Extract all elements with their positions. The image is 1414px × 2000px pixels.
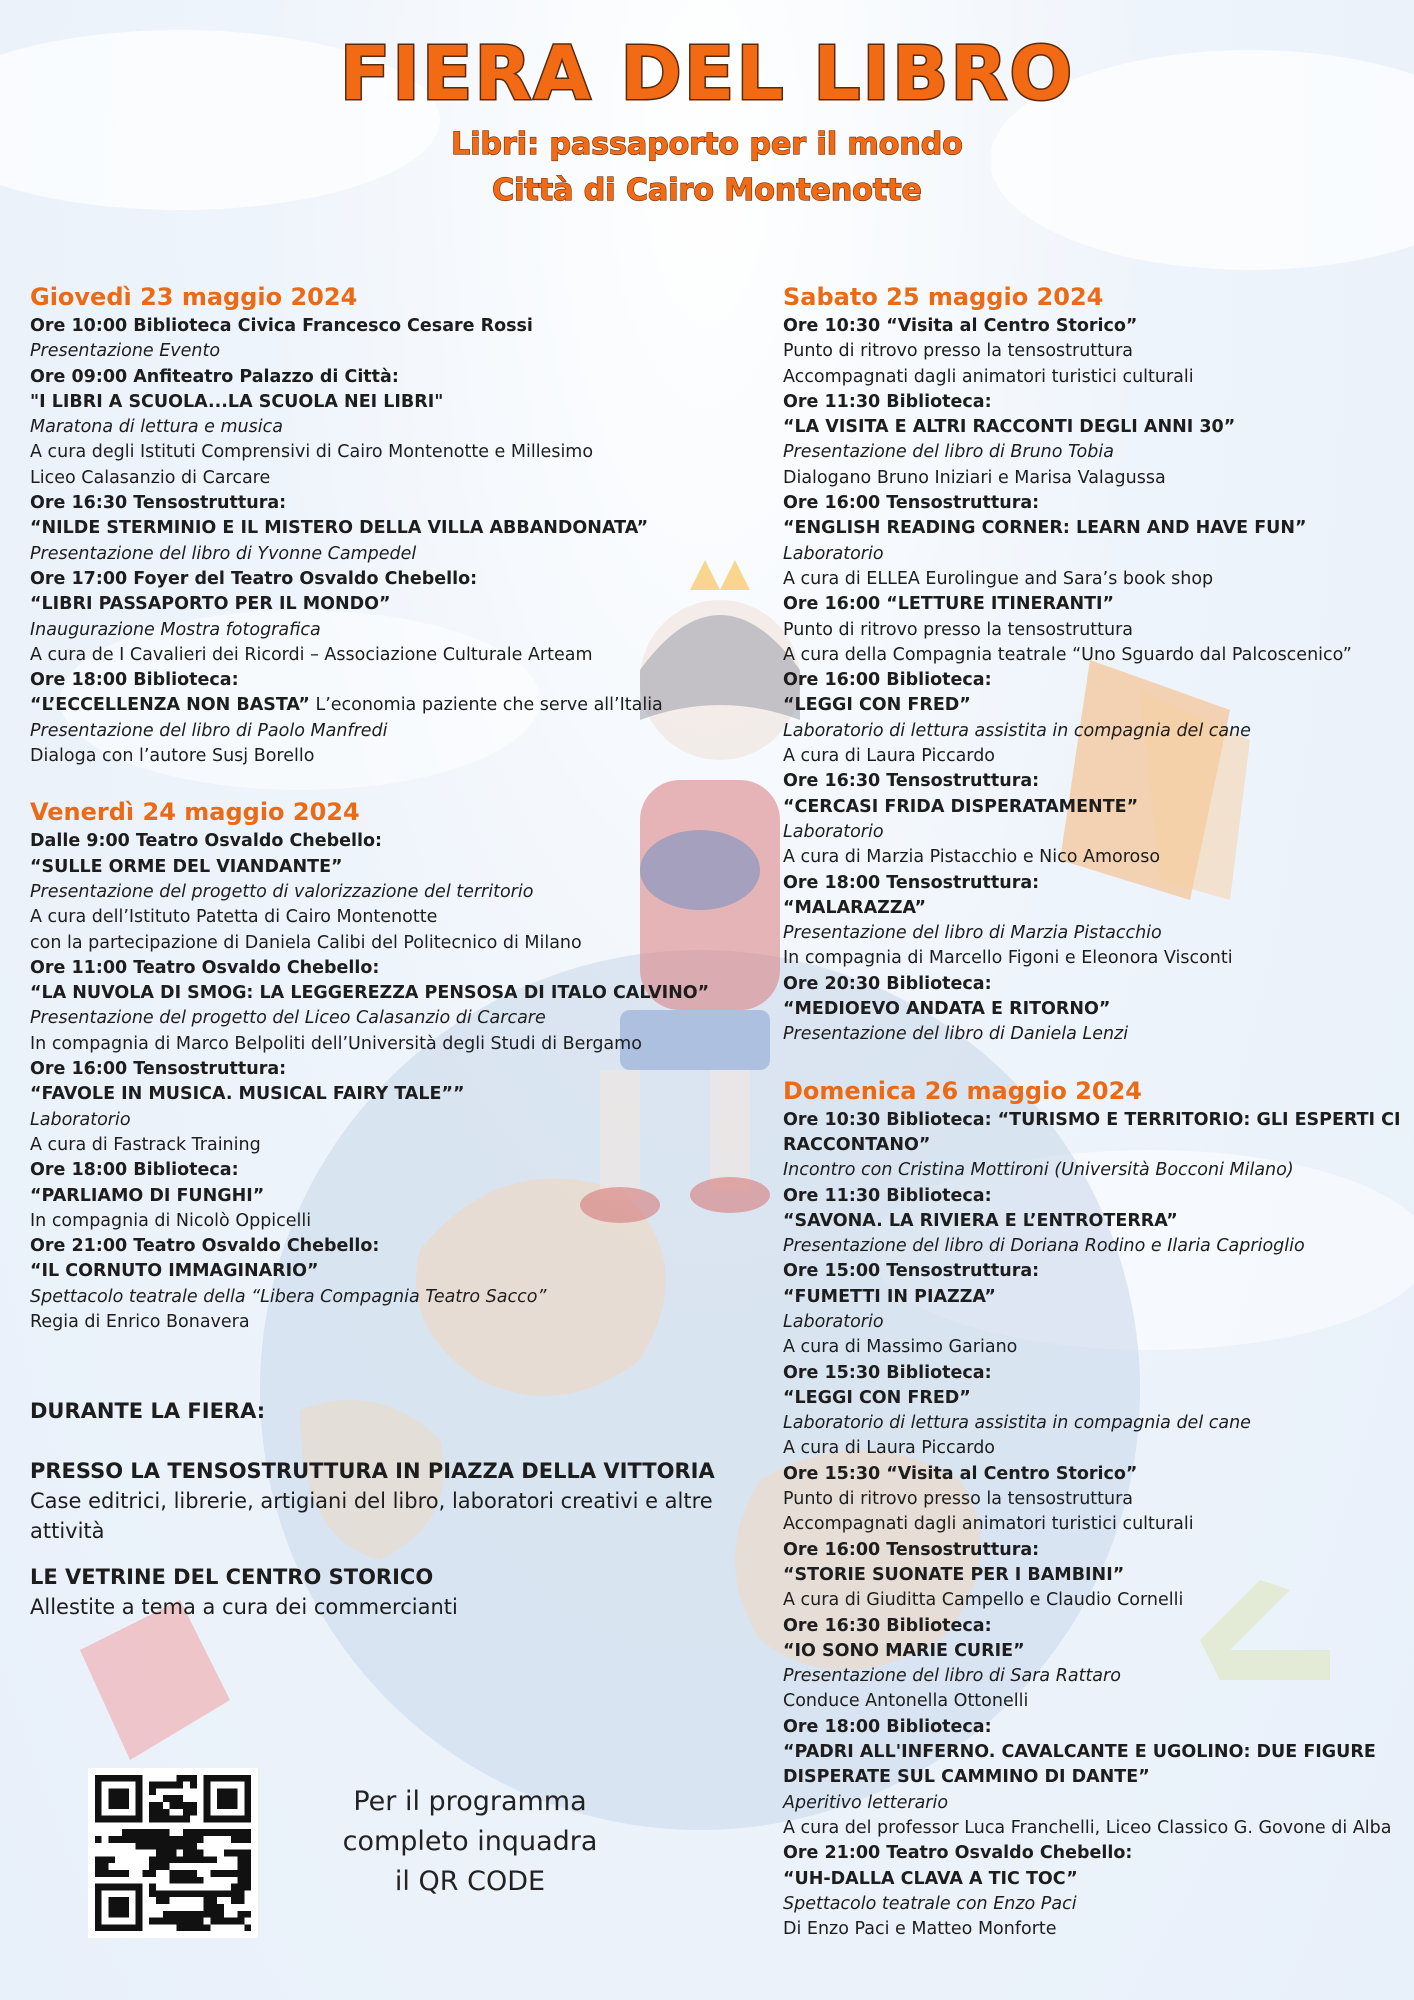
day-heading-saturday: Sabato 25 maggio 2024: [783, 283, 1104, 311]
schedule-line: Incontro con Cristina Mottironi (Università Bocconi Milano): [783, 1160, 1294, 1181]
schedule-line: “IO SONO MARIE CURIE”: [783, 1640, 1025, 1661]
schedule-line: Ore 11:30 Biblioteca:: [783, 1185, 992, 1206]
schedule-line: "I LIBRI A SCUOLA...LA SCUOLA NEI LIBRI": [30, 391, 444, 412]
schedule-line: Laboratorio: [30, 1109, 131, 1130]
schedule-line: Presentazione del libro di Doriana Rodino e Ilaria Caprioglio: [783, 1236, 1305, 1257]
schedule-line: Liceo Calasanzio di Carcare: [30, 467, 271, 488]
schedule-line: Laboratorio: [783, 1311, 884, 1332]
during-fair-section: [30, 1396, 750, 1622]
schedule-line: Laboratorio di lettura assistita in compagnia del cane: [783, 720, 1251, 741]
schedule-line: Dalle 9:00 Teatro Osvaldo Chebello:: [30, 831, 383, 852]
schedule-line: “LA NUVOLA DI SMOG: LA LEGGEREZZA PENSOSA DI ITALO CALVINO”: [30, 983, 710, 1004]
schedule-line: A cura di Giuditta Campello e Claudio Cornelli: [783, 1590, 1184, 1611]
during-heading: DURANTE LA FIERA:: [30, 1399, 266, 1423]
day-heading-friday: Venerdì 24 maggio 2024: [30, 798, 360, 827]
poster-title: FIERA DEL LIBRO: [339, 31, 1075, 117]
schedule-line: Punto di ritrovo presso la tensostruttura: [783, 1489, 1134, 1510]
schedule-line: In compagnia di Nicolò Oppicelli: [30, 1210, 312, 1231]
schedule-line: Presentazione del libro di Yvonne Campedel: [30, 543, 417, 564]
schedule-line: “PARLIAMO DI FUNGHI”: [30, 1185, 265, 1206]
schedule-line: In compagnia di Marco Belpoliti dell’Università degli Studi di Bergamo: [30, 1033, 642, 1054]
schedule-line: Ore 18:00 Tensostruttura:: [783, 872, 1040, 893]
schedule-line: A cura di Massimo Gariano: [783, 1337, 1018, 1358]
schedule-line: “ENGLISH READING CORNER: LEARN AND HAVE FUN”: [783, 518, 1307, 539]
schedule-line: “LEGGI CON FRED”: [783, 1387, 971, 1408]
schedule-line: Regia di Enrico Bonavera: [30, 1311, 250, 1332]
schedule-line: “SAVONA. LA RIVIERA E L’ENTROTERRA”: [783, 1210, 1178, 1231]
right-column: [783, 280, 1403, 1942]
schedule-line: “FAVOLE IN MUSICA. MUSICAL FAIRY TALE””: [30, 1084, 465, 1105]
schedule-line: Inaugurazione Mostra fotografica: [30, 619, 321, 640]
schedule-line: Laboratorio: [783, 543, 884, 564]
schedule-line: Laboratorio: [783, 821, 884, 842]
schedule-line: Accompagnati dagli animatori turistici culturali: [783, 366, 1194, 387]
qr-line-3: il QR CODE: [394, 1866, 546, 1897]
schedule-line: Dialogano Bruno Iniziari e Marisa Valagussa: [783, 467, 1166, 488]
tent-heading: PRESSO LA TENSOSTRUTTURA IN PIAZZA DELLA VITTORIA: [30, 1459, 715, 1483]
schedule-line: Presentazione del libro di Marzia Pistacchio: [783, 923, 1162, 944]
schedule-line: Ore 10:30 Biblioteca: “TURISMO E TERRITORIO: GLI ESPERTI CI RACCONTANO”: [783, 1109, 1401, 1155]
schedule-line: Ore 10:00 Biblioteca Civica Francesco Cesare Rossi: [30, 316, 533, 336]
schedule-line: Ore 16:00 Tensostruttura:: [30, 1059, 287, 1080]
schedule-line: Punto di ritrovo presso la tensostruttura: [783, 341, 1134, 362]
poster-city: Città di Cairo Montenotte: [492, 173, 922, 208]
schedule-line: Ore 11:30 Biblioteca:: [783, 391, 992, 412]
schedule-line: Ore 16:30 Tensostruttura:: [783, 771, 1040, 792]
schedule-line: Ore 15:30 Biblioteca:: [783, 1362, 992, 1383]
friday-schedule: [30, 829, 760, 1335]
schedule-line: Punto di ritrovo presso la tensostruttura: [783, 619, 1134, 640]
schedule-line: Ore 16:00 Tensostruttura:: [783, 493, 1040, 514]
schedule-line: Ore 20:30 Biblioteca:: [783, 973, 992, 994]
schedule-line: A cura dell’Istituto Patetta di Cairo Montenotte: [30, 907, 438, 928]
schedule-line: Spettacolo teatrale con Enzo Paci: [783, 1893, 1077, 1914]
shops-heading: LE VETRINE DEL CENTRO STORICO: [30, 1565, 434, 1589]
left-column: [30, 280, 760, 1335]
schedule-line: Laboratorio di lettura assistita in compagnia del cane: [783, 1413, 1251, 1434]
schedule-line: con la partecipazione di Daniela Calibi del Politecnico di Milano: [30, 932, 582, 953]
schedule-line: “L’ECCELLENZA NON BASTA” L’economia paziente che serve all’Italia: [30, 695, 663, 716]
schedule-line: Ore 18:00 Biblioteca:: [30, 1160, 239, 1181]
schedule-line: Ore 16:00 Tensostruttura:: [783, 1539, 1040, 1560]
schedule-line: A cura di Laura Piccardo: [783, 1438, 996, 1459]
schedule-line: “CERCASI FRIDA DISPERATAMENTE”: [783, 796, 1139, 817]
schedule-line: “LA VISITA E ALTRI RACCONTI DEGLI ANNI 30”: [783, 417, 1236, 438]
tent-text: Case editrici, librerie, artigiani del libro, laboratori creativi e altre attività: [30, 1489, 713, 1543]
schedule-line: Maratona di lettura e musica: [30, 417, 283, 438]
schedule-line: Di Enzo Paci e Matteo Monforte: [783, 1919, 1057, 1940]
schedule-line: “FUMETTI IN PIAZZA”: [783, 1286, 996, 1307]
schedule-line: Ore 11:00 Teatro Osvaldo Chebello:: [30, 957, 380, 978]
schedule-line: Presentazione del libro di Bruno Tobia: [783, 442, 1114, 463]
schedule-line: Presentazione del libro di Daniela Lenzi: [783, 1024, 1129, 1045]
header: [0, 26, 1414, 214]
schedule-line: Presentazione del progetto del Liceo Calasanzio di Carcare: [30, 1008, 546, 1029]
schedule-line: A cura di Marzia Pistacchio e Nico Amoroso: [783, 847, 1161, 868]
schedule-line: “UH-DALLA CLAVA A TIC TOC”: [783, 1868, 1078, 1889]
schedule-line: Ore 16:00 “LETTURE ITINERANTI”: [783, 594, 1115, 615]
schedule-line: Ore 10:30 “Visita al Centro Storico”: [783, 316, 1138, 336]
schedule-line: Conduce Antonella Ottonelli: [783, 1691, 1029, 1712]
schedule-line: Ore 18:00 Biblioteca:: [30, 670, 239, 691]
qr-instructions: [320, 1782, 620, 1902]
schedule-line: Accompagnati dagli animatori turistici culturali: [783, 1514, 1194, 1535]
schedule-line: A cura di Fastrack Training: [30, 1134, 261, 1155]
schedule-line: Ore 16:30 Tensostruttura:: [30, 493, 287, 514]
schedule-line: In compagnia di Marcello Figoni e Eleonora Visconti: [783, 948, 1233, 969]
thursday-schedule: [30, 314, 760, 769]
schedule-line: Ore 16:00 Biblioteca:: [783, 670, 992, 691]
saturday-schedule: [783, 314, 1403, 1048]
schedule-line: Presentazione del libro di Sara Rattaro: [783, 1666, 1121, 1687]
qr-line-2: completo inquadra: [342, 1826, 598, 1857]
schedule-line: A cura de I Cavalieri dei Ricordi – Associazione Culturale Arteam: [30, 644, 593, 665]
schedule-line: “SULLE ORME DEL VIANDANTE”: [30, 856, 343, 877]
schedule-line: Ore 17:00 Foyer del Teatro Osvaldo Chebello:: [30, 568, 478, 589]
poster-subtitle: Libri: passaporto per il mondo: [451, 127, 963, 162]
schedule-line: Presentazione Evento: [30, 341, 221, 362]
schedule-line: Ore 09:00 Anfiteatro Palazzo di Città:: [30, 366, 399, 387]
schedule-line: “MALARAZZA”: [783, 897, 926, 918]
schedule-line: “IL CORNUTO IMMAGINARIO”: [30, 1261, 319, 1282]
schedule-line: Ore 18:00 Biblioteca:: [783, 1716, 992, 1737]
schedule-line: Aperitivo letterario: [783, 1792, 949, 1813]
day-heading-sunday: Domenica 26 maggio 2024: [783, 1076, 1142, 1105]
schedule-line: Presentazione del progetto di valorizzazione del territorio: [30, 881, 534, 902]
schedule-line: Ore 21:00 Teatro Osvaldo Chebello:: [30, 1236, 380, 1257]
day-heading-thursday: Giovedì 23 maggio 2024: [30, 283, 358, 311]
schedule-line: “LIBRI PASSAPORTO PER IL MONDO”: [30, 594, 391, 615]
shops-text: Allestite a tema a cura dei commercianti: [30, 1595, 458, 1619]
sunday-schedule: [783, 1108, 1403, 1943]
schedule-line: A cura della Compagnia teatrale “Uno Sguardo dal Palcoscenico”: [783, 644, 1352, 665]
qr-line-1: Per il programma: [353, 1786, 587, 1817]
schedule-line: A cura del professor Luca Franchelli, Liceo Classico G. Govone di Alba: [783, 1817, 1392, 1838]
schedule-line: Ore 16:30 Biblioteca:: [783, 1615, 992, 1636]
schedule-line: “NILDE STERMINIO E IL MISTERO DELLA VILLA ABBANDONATA”: [30, 518, 649, 539]
schedule-line: A cura degli Istituti Comprensivi di Cairo Montenotte e Millesimo: [30, 442, 594, 463]
schedule-line: Ore 21:00 Teatro Osvaldo Chebello:: [783, 1843, 1133, 1864]
schedule-line: Dialoga con l’autore Susj Borello: [30, 746, 315, 767]
schedule-line: Spettacolo teatrale della “Libera Compagnia Teatro Sacco”: [30, 1286, 547, 1307]
schedule-line: A cura di Laura Piccardo: [783, 746, 996, 767]
schedule-line: “STORIE SUONATE PER I BAMBINI”: [783, 1564, 1125, 1585]
schedule-line: Ore 15:30 “Visita al Centro Storico”: [783, 1463, 1138, 1484]
schedule-line: “LEGGI CON FRED”: [783, 695, 971, 716]
schedule-line: A cura di ELLEA Eurolingue and Sara’s book shop: [783, 568, 1214, 589]
schedule-line: Ore 15:00 Tensostruttura:: [783, 1261, 1040, 1282]
schedule-line: “PADRI ALL'INFERNO. CAVALCANTE E UGOLINO: DUE FIGURE DISPERATE SUL CAMMINO DI DANTE”: [783, 1742, 1376, 1788]
schedule-line: Presentazione del libro di Paolo Manfredi: [30, 720, 388, 741]
schedule-line: “MEDIOEVO ANDATA E RITORNO”: [783, 999, 1111, 1020]
qr-code[interactable]: [88, 1768, 258, 1938]
